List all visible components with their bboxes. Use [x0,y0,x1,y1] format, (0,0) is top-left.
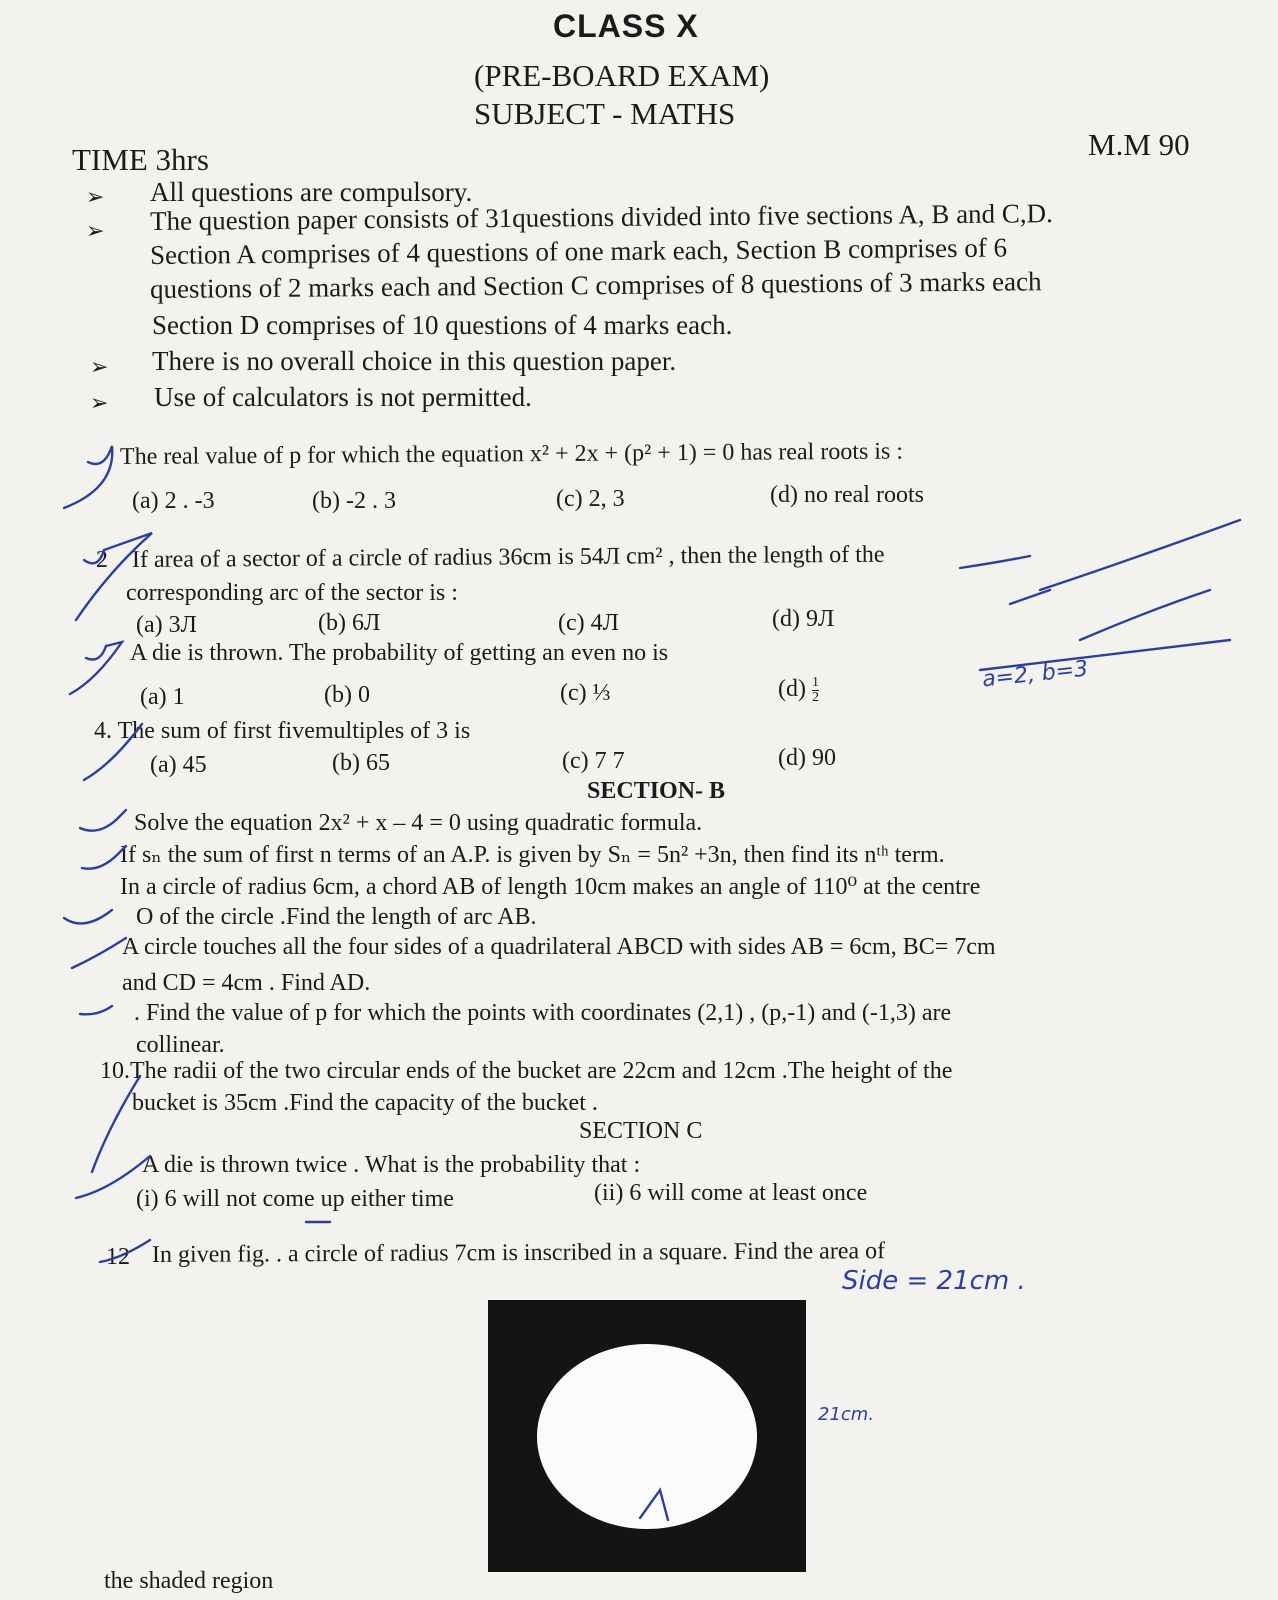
question-8-cont: and CD = 4cm . Find AD. [122,970,371,996]
question-11-part-i: (i) 6 will not come up either time [136,1186,454,1212]
tick-mark-q8 [72,938,126,968]
question-10-cont: bucket is 35cm .Find the capacity of the bucket . [132,1090,598,1116]
bullet-icon: ➢ [90,354,109,379]
question-10: 10.The radii of the two circular ends of the bucket are 22cm and 12cm .The height of the [100,1058,953,1084]
q3-option-d-fraction [812,676,819,705]
question-9-cont: collinear. [136,1032,225,1058]
instruction-2-cont-3: Section D comprises of 10 questions of 4 marks each. [152,310,733,340]
tick-mark-q1 [64,446,112,508]
q3-option-a: (a) 1 [140,684,185,710]
handwritten-side-note: Side = 21cm . [842,1266,1026,1296]
fraction-numerator: 1 [811,675,819,690]
q4-option-a: (a) 45 [150,752,207,778]
q1-option-d: (d) no real roots [770,482,924,508]
section-c-heading: SECTION C [579,1118,703,1144]
q4-option-b: (b) 65 [332,750,390,776]
handwritten-margin-calc: a=2, b=3 [980,656,1090,693]
q1-option-a: (a) 2 . -3 [132,488,215,514]
question-12-num: 12 [106,1244,130,1270]
question-2: If area of a sector of a circle of radius 36cm is 54Л cm² , then the length of the [131,541,885,573]
margin-scribble [960,520,1240,670]
section-b-heading: SECTION- B [587,778,726,804]
q2-option-b: (b) 6Л [318,610,381,636]
instruction-2-cont-1: Section A comprises of 4 questions of one mark each, Section B comprises of 6 [149,232,1008,270]
inscribed-circle [537,1344,757,1529]
subject-title: SUBJECT - MATHS [474,96,736,131]
question-2-num: 2 [95,546,109,573]
q1-option-b: (b) -2 . 3 [312,488,396,514]
q2-option-a: (a) 3Л [136,612,197,638]
tick-mark-q3 [70,642,122,694]
exam-title: (PRE-BOARD EXAM) [474,58,770,93]
tick-mark-q5 [80,810,126,831]
tick-mark-q7 [64,910,112,923]
question-12: In given fig. . a circle of radius 7cm is inscribed in a square. Find the area of [151,1238,886,1268]
question-11-part-ii: (ii) 6 will come at least once [594,1180,868,1206]
q3-option-d-label: (d) [778,676,806,703]
instruction-4: Use of calculators is not permitted. [154,382,532,412]
instruction-2: The question paper consists of 31questions divided into five sections A, B and C,D. [149,198,1053,236]
question-11: A die is thrown twice . What is the probability that : [142,1152,641,1178]
fraction-denominator: 2 [811,690,819,705]
q4-option-c: (c) 7 7 [562,748,625,774]
question-12-end: the shaded region [104,1568,274,1594]
tick-mark-q9 [80,1006,112,1014]
bullet-icon: ➢ [90,390,109,415]
question-6: If sₙ the sum of first n terms of an A.P. is given by Sₙ = 5n² +3n, then find its nᵗʰ term. [120,842,945,868]
q3-option-d [778,676,819,705]
question-1: The real value of p for which the equation x² + 2x + (p² + 1) = 0 has real roots is : [119,438,904,470]
question-7: In a circle of radius 6cm, a chord AB of length 10cm makes an angle of 110⁰ at the centre [120,874,981,900]
bullet-icon: ➢ [86,184,105,209]
question-3: A die is thrown. The probability of getting an even no is [130,640,669,666]
class-title: CLASS X [553,8,699,44]
question-8: A circle touches all the four sides of a quadrilateral ABCD with sides AB = 6cm, BC= 7cm [122,934,996,960]
instruction-2-cont-2: questions of 2 marks each and Section C comprises of 8 questions of 3 marks each [149,266,1042,304]
bullet-icon: ➢ [86,218,105,243]
q3-option-b: (b) 0 [324,682,370,708]
handwritten-figure-label: 21cm. [818,1404,875,1425]
q4-option-d: (d) 90 [778,745,836,771]
question-4: 4. The sum of first fivemultiples of 3 is [94,718,471,744]
question-2-cont: corresponding arc of the sector is : [126,580,458,606]
q1-option-c: (c) 2, 3 [556,486,625,512]
question-5: Solve the equation 2x² + x – 4 = 0 using quadratic formula. [134,810,703,836]
q2-option-c: (c) 4Л [558,610,619,636]
max-marks: M.M 90 [1088,127,1190,162]
question-9: . Find the value of p for which the points with coordinates (2,1) , (p,-1) and (-1,3) are [134,1000,952,1026]
q3-option-c: (c) ⅓ [560,680,611,706]
instruction-3: There is no overall choice in this question paper. [152,346,677,376]
question-7-cont: O of the circle .Find the length of arc AB. [136,904,537,930]
instruction-1: All questions are compulsory. [150,177,473,207]
q2-option-d: (d) 9Л [772,606,835,632]
time-label: TIME 3hrs [72,142,209,177]
